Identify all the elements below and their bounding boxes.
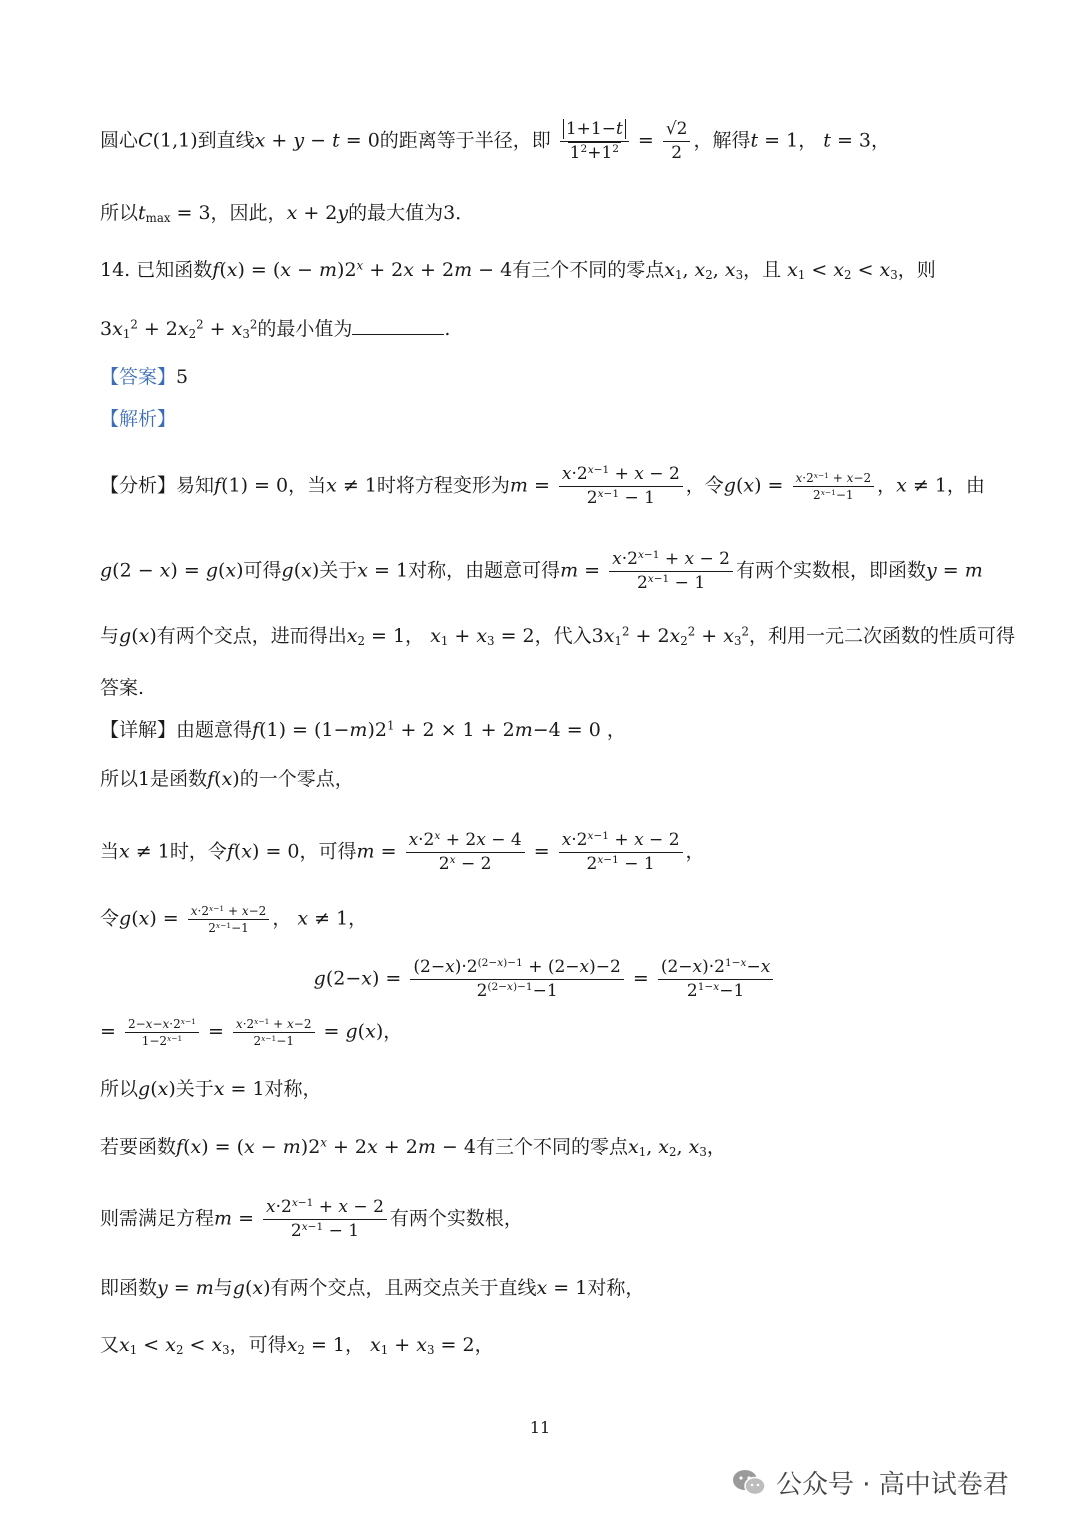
analysis-line-3: 与g(x)有两个交点，进而得出$x_2 = 1$， $x_1 + x_3 = 2$，代入$3x_1^2 + 2x_2^2 + x_3^2$，利用一元二次函数的性质可得 [100, 624, 1015, 648]
solution-line-10: 即函数y = m与g(x)有两个交点，且两交点关于直线x = 1对称， [100, 1277, 645, 1299]
solution-line-9: 则需满足方程m = $\frac{x\cdot 2^{x-1} + x - 2}{2^{x-1} - 1}$ 有两个实数根， [100, 1197, 523, 1241]
solution-line-7: 所以g(x)关于x = 1对称， [100, 1078, 322, 1100]
page-number: 11 [529, 1418, 551, 1437]
solution-line-5: g(2−x) = $\frac{(2-x)\cdot 2^{(2-x)-1} + (2-x)-2}{2^{(2-x)-1}-1}$ = $\frac{(2-x)\cdot 2^{1-x}-x}{2^{1-x}-1}$ [0, 956, 1080, 1003]
answer-line: 【答案】5 [100, 366, 189, 388]
analysis-line-2: g(2 − x) = g(x)可得g(x)关于x = 1对称，由题意可得m = $\frac{x\cdot 2^{x-1} + x - 2}{2^{x-1} - 1}$ 有两个实数根，即函数y = m [100, 549, 983, 593]
line-circle-distance: 圆心C(1,1)到直线x + y − t = 0的距离等于半径，即 $\frac{1+1-t}{1^2+1^2}$ = $\frac{√2}{2}$ ，解得t = 1， t = 3， [100, 119, 890, 163]
watermark [732, 1464, 1009, 1501]
solution-line-11: 又$x_1 < x_2 < x_3$，可得$x_2 = 1$， $x_1 + x_3 = 2$， [100, 1334, 494, 1357]
watermark-text: 公众号 · 高中试卷君 [776, 1470, 1009, 1500]
solution-line-1: 【详解】由题意得$f(1) = (1-m)2^1 + 2 \times 1 + 2m-4 = 0$ ， [100, 718, 626, 741]
solution-line-2: 所以1是函数f(x)的一个零点， [100, 768, 354, 790]
solution-line-4: 令g(x) = $\frac{x\cdot 2^{x-1} + x-2}{2^{x-1}-1}$ ， x ≠ 1， [100, 903, 368, 936]
solution-line-6: = $\frac{2-x-x\cdot 2^{x-1}}{1-2^{x-1}}$ = $\frac{x\cdot 2^{x-1} + x-2}{2^{x-1}-1}$ = g(x)， [100, 1016, 403, 1049]
answer-blank [352, 316, 444, 335]
question-14-stem: 14. 已知函数$f(x) = (x - m)2^x + 2x + 2m - 4$有三个不同的零点$x_1$, $x_2$, $x_3$，且 $x_1 < x_2 < x_3$，则 [100, 258, 936, 282]
line-max-value: 所以$t_{max} = 3$，因此，x + 2y的最大值为3． [100, 202, 475, 225]
solution-line-3: 当x ≠ 1时，令f(x) = 0，可得m = $\frac{x\cdot 2^x + 2x - 4}{2^x - 2}$ = $\frac{x\cdot 2^{x-1} + x - 2}{2^{x-1} - 1}$ ， [100, 830, 705, 874]
analysis-heading: 【解析】 [100, 408, 177, 430]
analysis-line-4: 答案. [100, 677, 145, 699]
solution-line-8: 若要函数$f(x) = (x - m)2^x + 2x + 2m - 4$有三个不同的零点$x_1$, $x_2$, $x_3$， [100, 1135, 726, 1159]
wechat-icon [732, 1468, 766, 1498]
question-14-ask: $3x_1^2 + 2x_2^2 + x_3^2$的最小值为 . [100, 317, 451, 341]
analysis-line-1: 【分析】易知f(1) = 0，当x ≠ 1时将方程变形为m = $\frac{x\cdot 2^{x-1} + x - 2}{2^{x-1} - 1}$ ，令g(x) = $\frac{x\cdot 2^{x-1} + x-2}{2^{x-1}-1}$ ，x ≠ 1，由 [100, 464, 985, 508]
